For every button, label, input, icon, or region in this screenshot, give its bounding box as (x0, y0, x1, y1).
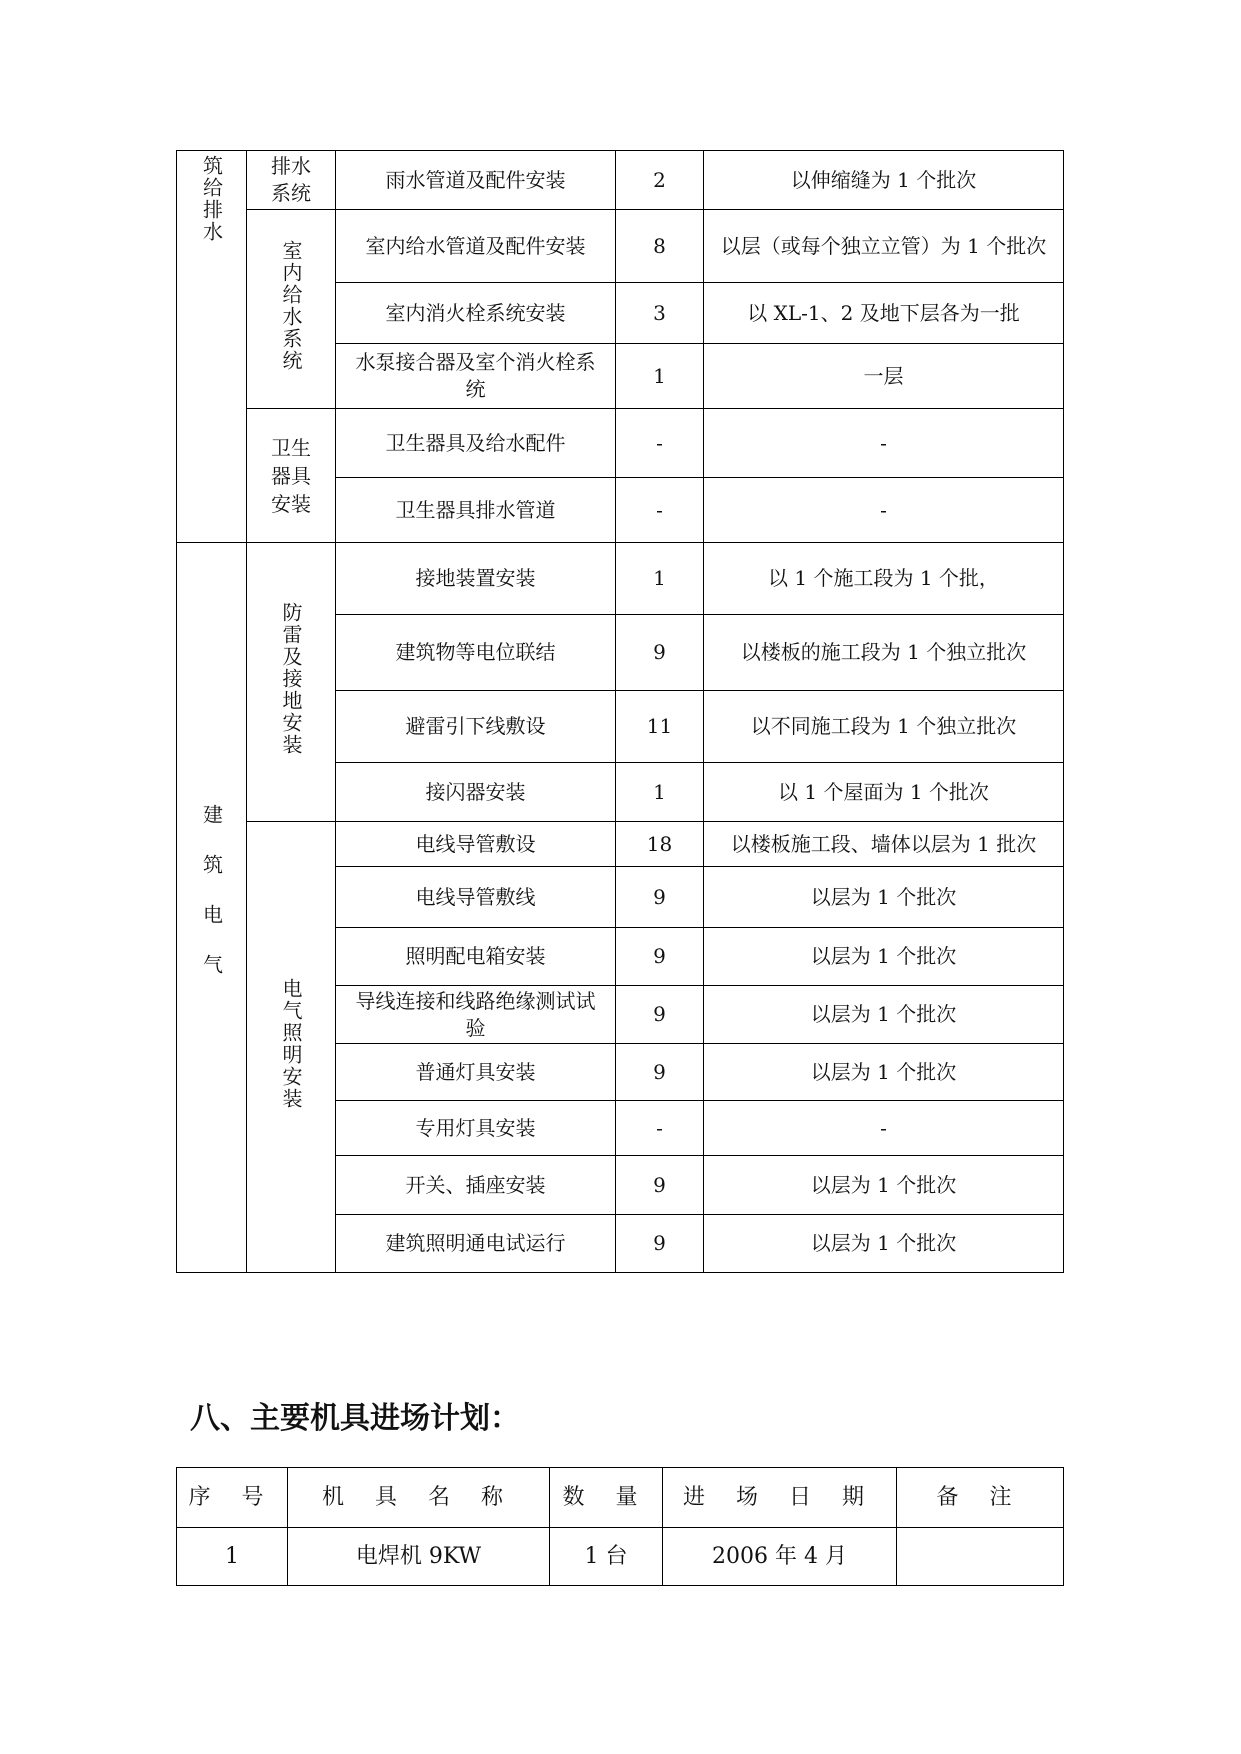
item-name: 雨水管道及配件安装 (336, 151, 616, 210)
item-batch: 以不同施工段为 1 个独立批次 (704, 691, 1064, 763)
section-title: 八、主要机具进场计划： (190, 1401, 520, 1436)
subgroup-drain: 排水系统 (247, 151, 336, 210)
item-batch: 以层为 1 个批次 (704, 928, 1064, 986)
item-qty: 9 (616, 1044, 704, 1101)
cell-note (897, 1528, 1064, 1586)
table-row (177, 409, 1064, 478)
item-name: 接地装置安装 (336, 543, 616, 615)
item-batch: - (704, 409, 1064, 478)
item-qty: 2 (616, 151, 704, 210)
item-name: 接闪器安装 (336, 763, 616, 822)
item-batch: 以层（或每个独立立管）为 1 个批次 (704, 210, 1064, 283)
item-batch: 以层为 1 个批次 (704, 986, 1064, 1044)
item-batch: 以层为 1 个批次 (704, 1215, 1064, 1273)
group-water: 筑给排水 (177, 151, 247, 543)
item-qty: 3 (616, 283, 704, 344)
cell-no: 1 (177, 1528, 288, 1586)
item-qty: 9 (616, 615, 704, 691)
cell-name: 电焊机 9KW (288, 1528, 550, 1586)
subgroup-lighting: 电气照明安装 (247, 822, 336, 1273)
item-name: 开关、插座安装 (336, 1156, 616, 1215)
item-batch: 以层为 1 个批次 (704, 867, 1064, 928)
item-qty: 9 (616, 1215, 704, 1273)
item-name: 导线连接和线路绝缘测试试验 (336, 986, 616, 1044)
item-name: 卫生器具及给水配件 (336, 409, 616, 478)
table-row (177, 1528, 1064, 1586)
subgroup-sanitary: 卫生器具安装 (247, 409, 336, 543)
header-date: 进 场 日 期 (663, 1468, 897, 1528)
item-name: 专用灯具安装 (336, 1101, 616, 1156)
cell-qty: 1 台 (550, 1528, 663, 1586)
item-batch: 一层 (704, 344, 1064, 409)
item-name: 建筑物等电位联结 (336, 615, 616, 691)
item-name: 室内消火栓系统安装 (336, 283, 616, 344)
inspection-batch-table (176, 150, 1064, 1273)
item-batch: 以层为 1 个批次 (704, 1044, 1064, 1101)
item-batch: 以楼板的施工段为 1 个独立批次 (704, 615, 1064, 691)
item-name: 水泵接合器及室个消火栓系统 (336, 344, 616, 409)
table-row (177, 822, 1064, 867)
subgroup-lightning: 防雷及接地安装 (247, 543, 336, 822)
header-note: 备 注 (897, 1468, 1064, 1528)
item-qty: 9 (616, 1156, 704, 1215)
item-batch: 以楼板施工段、墙体以层为 1 批次 (704, 822, 1064, 867)
item-qty: 1 (616, 543, 704, 615)
cell-date: 2006 年 4 月 (663, 1528, 897, 1586)
item-qty: 8 (616, 210, 704, 283)
item-name: 普通灯具安装 (336, 1044, 616, 1101)
item-name: 电线导管敷线 (336, 867, 616, 928)
item-qty: - (616, 409, 704, 478)
item-qty: 11 (616, 691, 704, 763)
item-qty: 9 (616, 986, 704, 1044)
item-batch: 以 XL-1、2 及地下层各为一批 (704, 283, 1064, 344)
item-batch: - (704, 1101, 1064, 1156)
item-qty: - (616, 1101, 704, 1156)
group-electrical: 建筑电气 (177, 543, 247, 1273)
item-qty: 1 (616, 344, 704, 409)
item-batch: 以 1 个施工段为 1 个批， (704, 543, 1064, 615)
item-name: 电线导管敷设 (336, 822, 616, 867)
item-qty: 9 (616, 867, 704, 928)
item-name: 建筑照明通电试运行 (336, 1215, 616, 1273)
item-qty: 9 (616, 928, 704, 986)
table-row (177, 543, 1064, 615)
item-name: 卫生器具排水管道 (336, 478, 616, 543)
item-name: 照明配电箱安装 (336, 928, 616, 986)
subgroup-supply: 室内给水系统 (247, 210, 336, 409)
equipment-plan-table (176, 1467, 1064, 1586)
header-name: 机 具 名 称 (288, 1468, 550, 1528)
header-qty: 数 量 (550, 1468, 663, 1528)
table-row (177, 151, 1064, 210)
table-header-row (177, 1468, 1064, 1528)
item-batch: - (704, 478, 1064, 543)
item-qty: 1 (616, 763, 704, 822)
item-batch: 以 1 个屋面为 1 个批次 (704, 763, 1064, 822)
item-batch: 以伸缩缝为 1 个批次 (704, 151, 1064, 210)
item-name: 避雷引下线敷设 (336, 691, 616, 763)
item-name: 室内给水管道及配件安装 (336, 210, 616, 283)
item-batch: 以层为 1 个批次 (704, 1156, 1064, 1215)
item-qty: - (616, 478, 704, 543)
header-no: 序 号 (177, 1468, 288, 1528)
table-row (177, 210, 1064, 283)
item-qty: 18 (616, 822, 704, 867)
